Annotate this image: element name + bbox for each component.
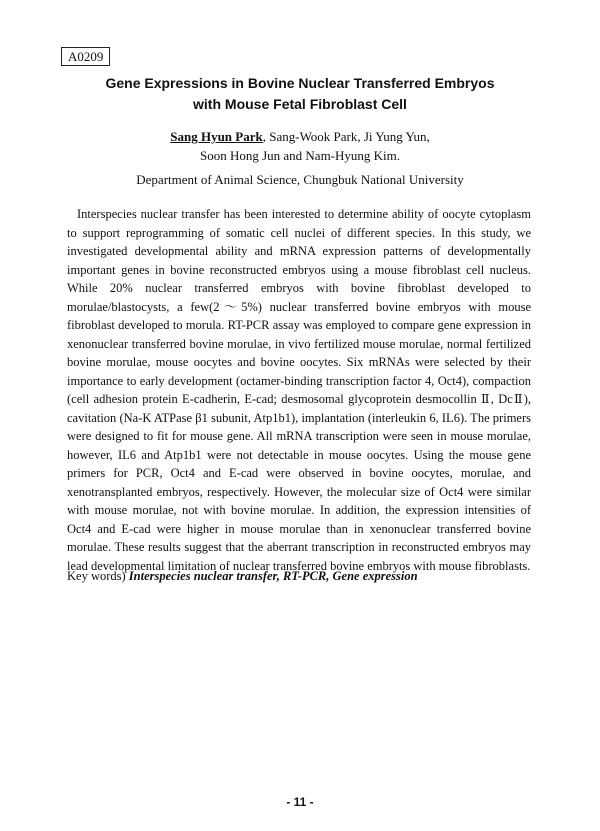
keywords-line	[67, 567, 531, 585]
title-line-1: Gene Expressions in Bovine Nuclear Transferred Embryos	[105, 75, 495, 91]
keywords-label: Key words)	[67, 569, 129, 583]
abstract-code: A0209	[61, 47, 110, 66]
keywords-terms: Interspecies nuclear transfer, RT-PCR, Gene expression	[128, 569, 418, 583]
paper-title	[60, 73, 540, 115]
title-line-2: with Mouse Fetal Fibroblast Cell	[193, 96, 407, 112]
affiliation: Department of Animal Science, Chungbuk National University	[136, 172, 464, 187]
co-authors: , Sang-Wook Park, Ji Yung Yun,	[262, 129, 430, 144]
presenting-author: Sang Hyun Park	[170, 129, 263, 144]
author-line-1	[60, 127, 540, 146]
page-number: - 11 -	[286, 795, 314, 809]
author-list	[60, 127, 540, 165]
abstract-body: Interspecies nuclear transfer has been interested to determine ability of oocyte cytoplasm to support reprogramming of somatic cell nuclei of different species. In this study, we investigated developmental ability and mRNA expression patterns of developmentally important genes in bovine reconstructed embryos using a mouse fibroblast cell nucleus. While 20% nuclear transferred embryos with bovine fibroblast developed to morulae/blastocysts, a few(2～5%) nuclear transferred bovine embryos with mouse fibroblast developed to morula. RT-PCR assay was employed to compare gene expression in xenonuclear transferred bovine morulae, in vivo fertilized mouse morulae, normal fertilized bovine morulae, mouse oocytes and bovine oocytes. Six mRNAs were selected by their importance to early development (octamer-binding transcription factor 4, Oct4), compaction (cell adhesion protein E-cadherin, E-cad; desmosomal glycoprotein desmocollin Ⅱ, DcⅡ), cavitation (Na-K ATPase β1 subunit, Atp1b1), implantation (interleukin 6, IL6). The primers were designed to fit for mouse gene. All mRNA transcription were seen in mouse morulae, however, IL6 and Atp1b1 were not detectable in mouse oocytes. Using the mouse gene primers for PCR, Oct4 and E-cad were observed in bovine oocytes, morulae, and xenotransplanted embryos, respectively. However, the molecular size of Oct4 were similar with mouse morulae, not with bovine morulae. In addition, the expression intensities of Oct4 and E-cad were higher in mouse morulae than in xenonuclear transferred bovine morulae. These results suggest that the aberrant transcription in reconstructed embryos may lead developmental limitation of nuclear transferred bovine embryos with mouse fibroblasts.	[67, 207, 531, 573]
author-line-2: Soon Hong Jun and Nam-Hyung Kim.	[199, 148, 401, 163]
